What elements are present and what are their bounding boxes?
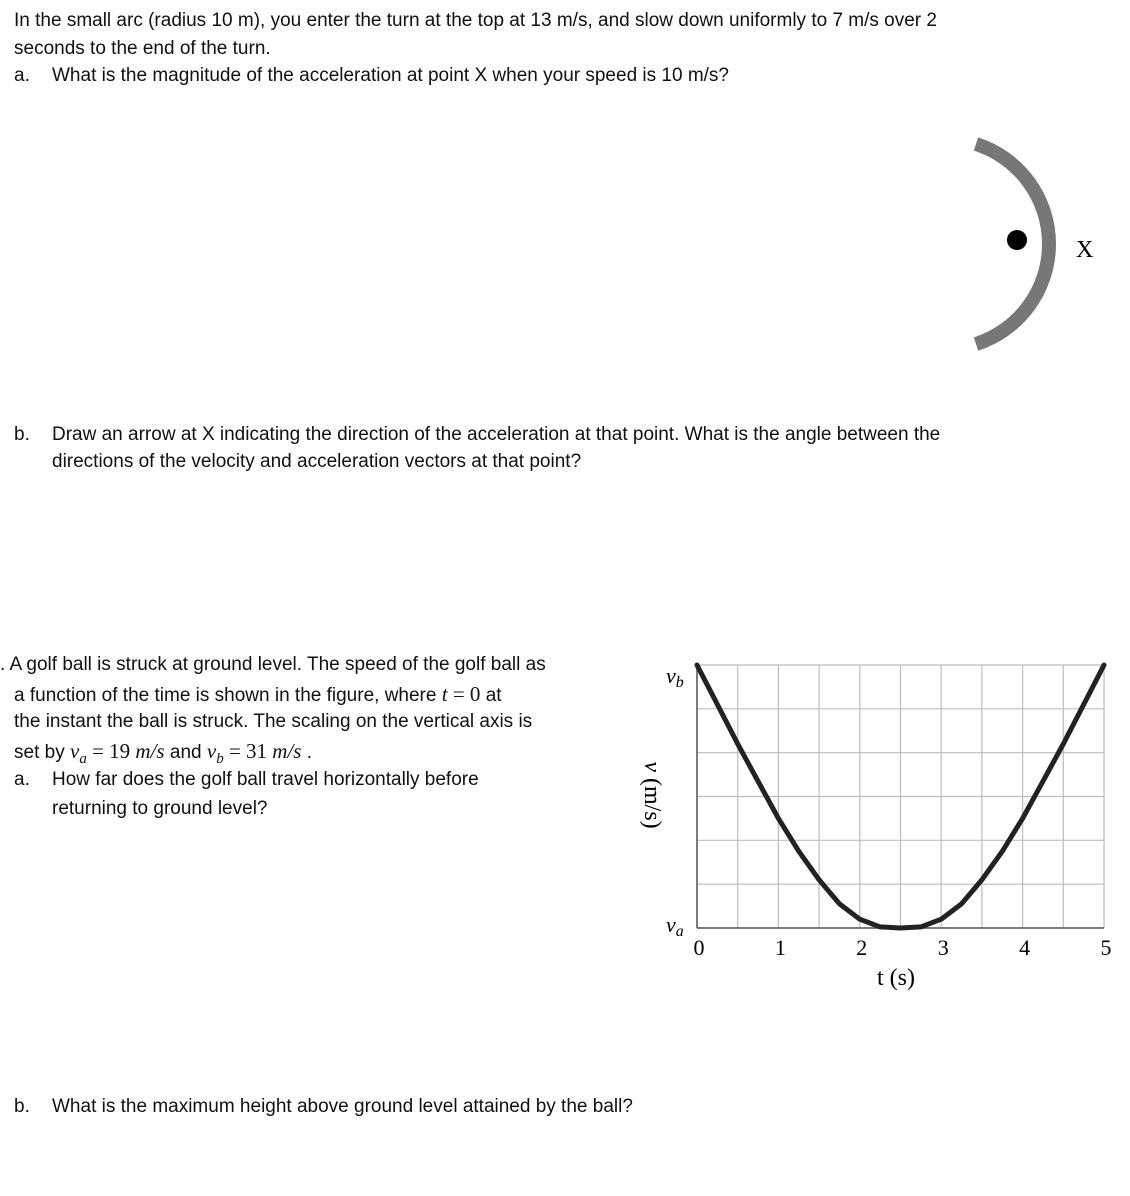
problem2-line4-pre: set by (14, 742, 70, 763)
va-tick-sub: a (675, 923, 684, 940)
x-tick-label: 2 (856, 935, 868, 960)
va-symbol: v (69, 739, 80, 763)
va-units: m/s (135, 739, 165, 763)
problem2-t-eq: = 0 (447, 682, 481, 706)
chart-grid (697, 665, 1104, 928)
problem1-a-label: a. (14, 65, 30, 86)
y-axis-var: v (639, 761, 665, 772)
problem2-a-line1: How far does the golf ball travel horizontally before (52, 769, 479, 790)
problem1-a-text: What is the magnitude of the acceleration at point X when your speed is 10 m/s? (52, 65, 729, 86)
x-tick-label: 4 (1019, 935, 1031, 960)
problem2-b-label: b. (14, 1096, 30, 1117)
problem2-line2 (14, 680, 502, 710)
x-tick-label: 1 (774, 935, 786, 960)
problem2-a-label: a. (14, 769, 30, 790)
problem2-line3: the instant the ball is struck. The scaling on the vertical axis is (14, 711, 533, 732)
vb-tick-label (666, 663, 684, 691)
vb-value: = 31 (223, 739, 273, 763)
problem2-line1: . A golf ball is struck at ground level. The speed of the golf ball as (0, 654, 546, 675)
x-tick-label: 0 (693, 935, 705, 960)
x-axis-label: t (s) (877, 965, 915, 991)
y-axis-label (639, 761, 665, 828)
y-axis-units: (m/s) (639, 777, 665, 829)
point-x-label: X (1076, 237, 1094, 263)
problem2-line2-pre: a function of the time is shown in the figure, where (14, 685, 442, 706)
vb-units: m/s (272, 739, 302, 763)
vb-tick-sym: v (666, 663, 676, 688)
x-tick-label: 3 (937, 935, 949, 960)
problem2-a-line2: returning to ground level? (52, 798, 268, 819)
problem1-intro-line2: seconds to the end of the turn. (14, 38, 271, 59)
problem2-line2-post: at (480, 685, 502, 706)
problem1-b-label: b. (14, 424, 30, 445)
problem1-b-line2: directions of the velocity and acceleration vectors at that point? (52, 451, 582, 472)
va-subscript: a (79, 750, 87, 767)
vb-tick-sub: b (675, 674, 684, 691)
va-tick-label (666, 912, 684, 940)
x-tick-labels (694, 935, 1112, 960)
and-text: and (164, 742, 207, 763)
vb-symbol: v (206, 739, 217, 763)
problem1-intro-line1: In the small arc (radius 10 m), you enter the turn at the top at 13 m/s, and slow down uniformly to 7 m/s over 2 (14, 10, 937, 31)
vb-subscript: b (216, 750, 224, 767)
x-tick-label: 5 (1100, 935, 1112, 960)
va-tick-sym: v (666, 912, 676, 937)
problem2-b-text: What is the maximum height above ground level attained by the ball? (52, 1096, 633, 1117)
speed-time-chart (600, 640, 1130, 1010)
line4-end: . (301, 742, 313, 763)
point-x-dot (1007, 230, 1027, 250)
problem2-t-var: t (441, 682, 448, 706)
problem1-b-line1: Draw an arrow at X indicating the direction of the acceleration at that point. What is the angle between the (52, 424, 941, 445)
arc-diagram (960, 130, 1100, 360)
va-value: = 19 (86, 739, 136, 763)
